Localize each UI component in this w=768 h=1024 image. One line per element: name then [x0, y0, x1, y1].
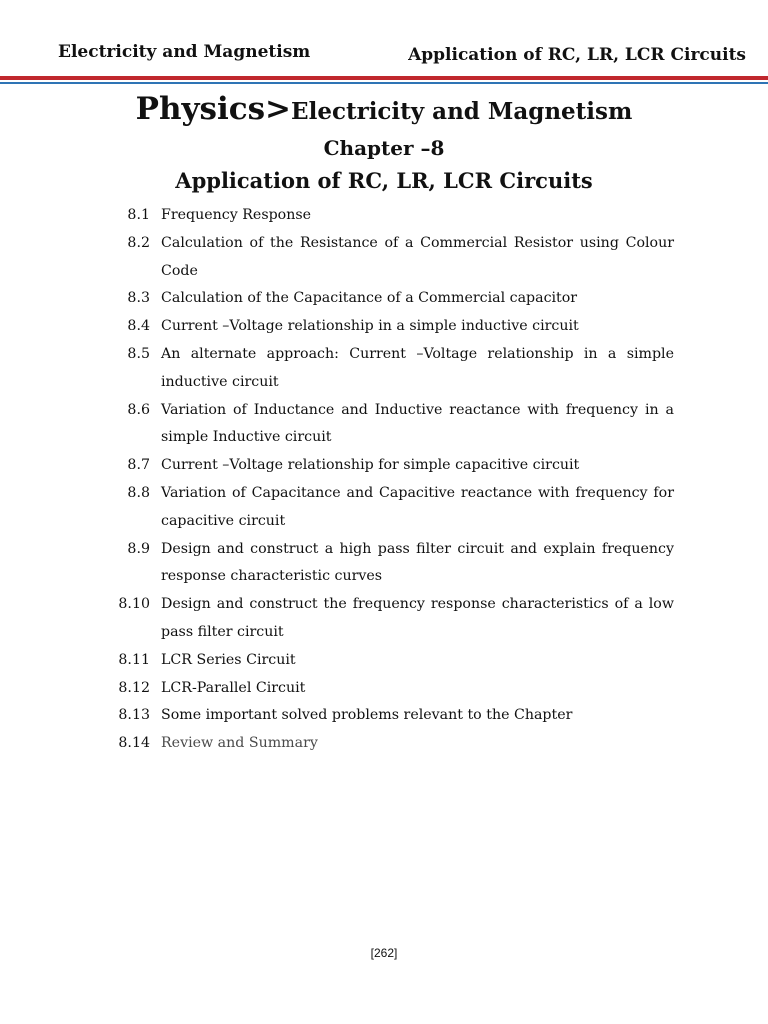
toc-text: Current –Voltage relationship in a simple inductive circuit	[161, 318, 579, 335]
toc-number: 8.6	[127, 401, 150, 418]
toc-number: 8.1	[127, 207, 150, 223]
toc-item	[100, 536, 674, 592]
toc-number: 8.13	[118, 707, 150, 724]
toc-text: Frequency Response	[161, 207, 312, 223]
chapter-title: Application of RC, LR, LCR Circuits	[175, 168, 593, 193]
toc-number: 8.2	[127, 234, 150, 251]
table-of-contents	[100, 202, 674, 758]
toc-text: Calculation of the Resistance of a Commercial Resistor using Colour Code	[161, 234, 674, 279]
toc-text: An alternate approach: Current –Voltage relationship in a simple inductive circuit	[161, 345, 674, 390]
toc-text: Some important solved problems relevant to the Chapter	[161, 707, 573, 724]
toc-text: Variation of Capacitance and Capacitive reactance with frequency for capacitive circuit	[161, 484, 674, 529]
toc-text: LCR-Parallel Circuit	[161, 679, 306, 696]
toc-item	[100, 702, 674, 730]
toc-text: Design and construct the frequency response characteristics of a low pass filter circuit	[161, 596, 674, 640]
toc-number: 8.11	[118, 651, 150, 668]
toc-item	[100, 730, 674, 758]
toc-item	[100, 313, 674, 341]
toc-text: Design and construct a high pass filter circuit and explain frequency response characteristic curves	[161, 540, 674, 585]
toc-number: 8.8	[127, 484, 150, 501]
toc-text: Calculation of the Capacitance of a Commercial capacitor	[161, 290, 578, 307]
toc-number: 8.10	[118, 596, 150, 613]
toc-text: Review and Summary	[161, 735, 318, 752]
toc-item	[100, 647, 674, 675]
page-header	[0, 0, 768, 90]
toc-item	[100, 591, 674, 647]
toc-item	[100, 230, 674, 286]
toc-text: LCR Series Circuit	[161, 651, 296, 668]
toc-item	[100, 341, 674, 397]
header-blue-rule	[0, 82, 768, 84]
toc-item	[100, 202, 674, 230]
chapter-label: Chapter –8	[323, 136, 445, 160]
toc-item	[100, 285, 674, 313]
title-subject: Electricity and Magnetism	[291, 98, 633, 125]
toc-number: 8.9	[127, 540, 150, 557]
toc-item	[100, 397, 674, 453]
page-title	[0, 88, 768, 132]
toc-number: 8.5	[127, 345, 150, 362]
toc-number: 8.4	[127, 318, 150, 335]
toc-number: 8.3	[127, 290, 150, 307]
title-block	[0, 88, 768, 198]
toc-number: 8.7	[127, 457, 150, 474]
header-right-title: Application of RC, LR, LCR Circuits	[408, 45, 746, 65]
toc-item	[100, 675, 674, 703]
header-left-title: Electricity and Magnetism	[58, 42, 311, 62]
toc-number: 8.14	[118, 735, 150, 752]
page-number: [262]	[370, 946, 398, 960]
toc-number: 8.12	[118, 679, 150, 696]
toc-item	[100, 452, 674, 480]
header-red-rule	[0, 76, 768, 80]
title-prefix: Physics>	[135, 91, 292, 127]
toc-text: Current –Voltage relationship for simple capacitive circuit	[161, 457, 580, 474]
toc-text: Variation of Inductance and Inductive reactance with frequency in a simple Inductive circuit	[161, 401, 674, 446]
toc-item	[100, 480, 674, 536]
